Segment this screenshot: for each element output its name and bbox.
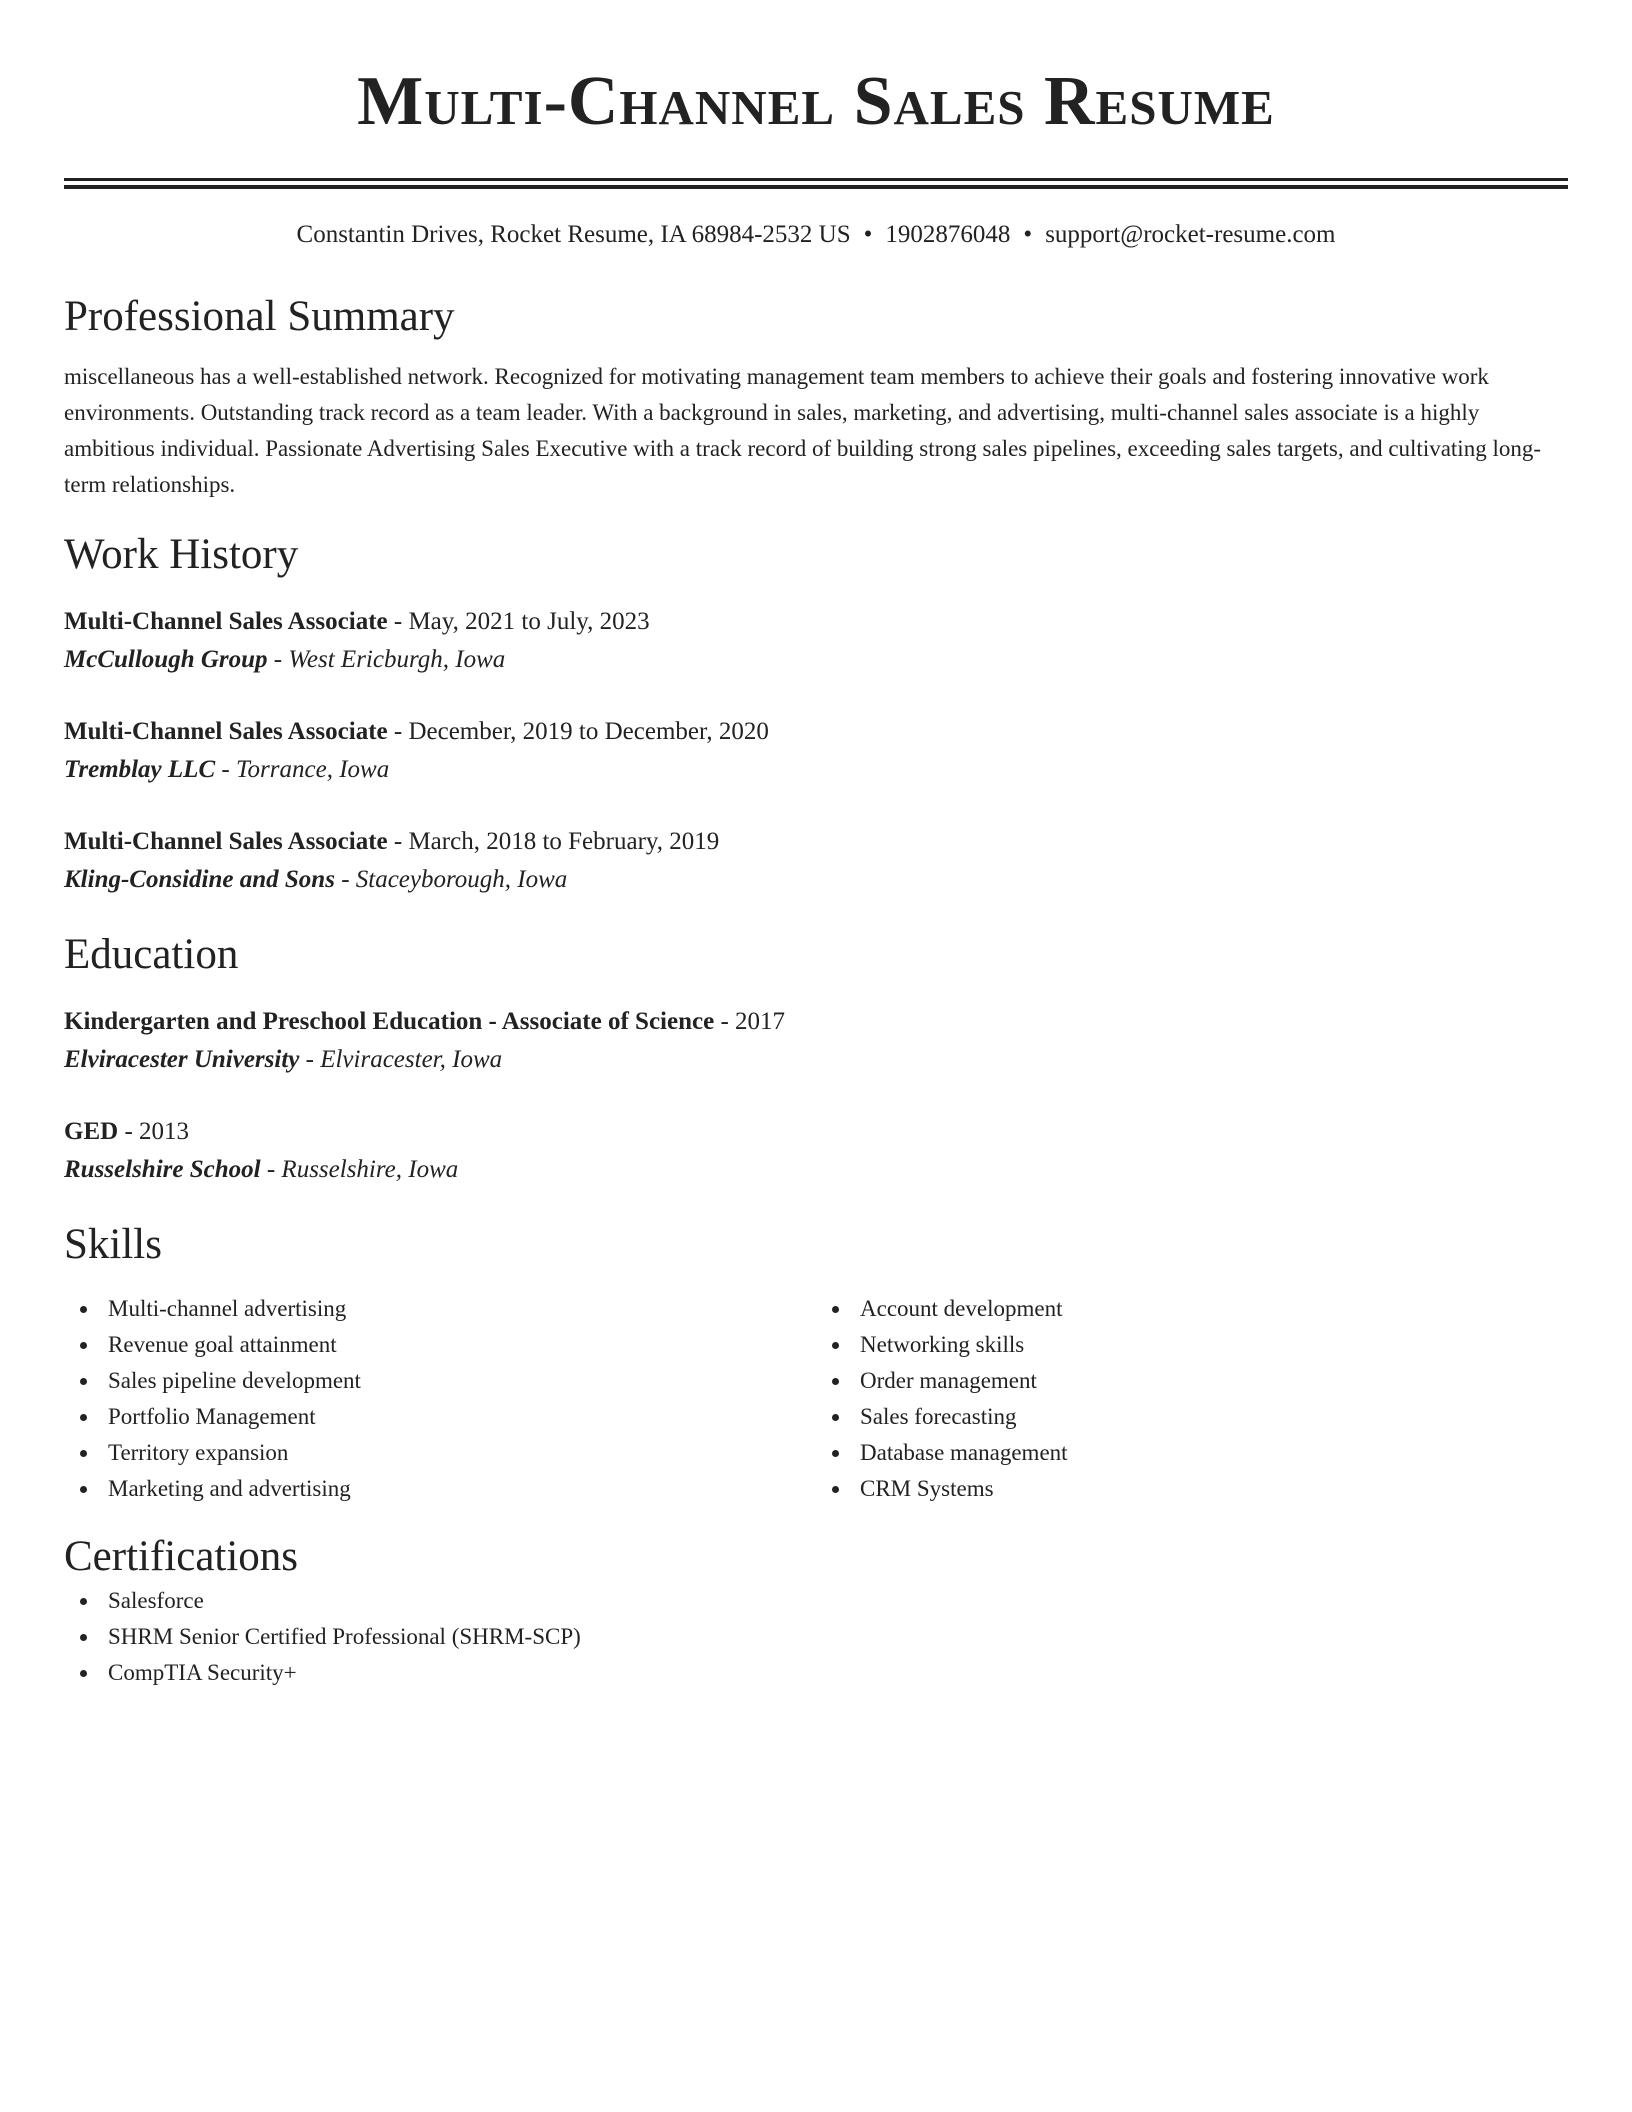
skill-item: Networking skills	[816, 1327, 1568, 1363]
skill-item: Sales forecasting	[816, 1399, 1568, 1435]
education-year: 2013	[139, 1118, 190, 1145]
contact-address: Constantin Drives, Rocket Resume, IA 68984-2532 US	[296, 221, 851, 248]
job-role: Multi-Channel Sales Associate	[64, 828, 388, 855]
summary-heading: Professional Summary	[64, 293, 455, 340]
work-entry	[64, 823, 1568, 899]
skill-item: Database management	[816, 1435, 1568, 1471]
skill-item: Multi-channel advertising	[64, 1291, 816, 1327]
skills-heading: Skills	[64, 1221, 162, 1268]
job-location: Staceyborough, Iowa	[355, 866, 568, 893]
certifications-heading: Certifications	[64, 1533, 299, 1580]
skill-item: Portfolio Management	[64, 1399, 816, 1435]
job-dates: March, 2018 to February, 2019	[408, 828, 720, 855]
skills-list-right	[816, 1291, 1568, 1507]
contact-email: support@rocket-resume.com	[1045, 221, 1336, 248]
job-company: Tremblay LLC	[64, 756, 216, 783]
job-role: Multi-Channel Sales Associate	[64, 718, 388, 745]
skills-list-left	[64, 1291, 816, 1507]
education-degree: Kindergarten and Preschool Education - Associate of Science	[64, 1008, 715, 1035]
certification-item: CompTIA Security+	[64, 1655, 1568, 1691]
job-location: West Ericburgh, Iowa	[288, 646, 506, 673]
job-dates: December, 2019 to December, 2020	[408, 718, 769, 745]
education-school: Russelshire School	[64, 1156, 261, 1183]
work-entry	[64, 603, 1568, 679]
education-location: Elviracester, Iowa	[320, 1046, 503, 1073]
skill-item: Sales pipeline development	[64, 1363, 816, 1399]
dash: -	[334, 866, 356, 893]
dash: -	[267, 646, 289, 673]
skill-item: CRM Systems	[816, 1471, 1568, 1507]
dash: -	[260, 1156, 282, 1183]
education-year: 2017	[735, 1008, 786, 1035]
education-entry	[64, 1113, 1568, 1189]
skills-column-right	[816, 1291, 1568, 1507]
dash: -	[118, 1118, 140, 1145]
skill-item: Account development	[816, 1291, 1568, 1327]
job-dates: May, 2021 to July, 2023	[408, 608, 650, 635]
dash: -	[215, 756, 236, 783]
dash: -	[714, 1008, 736, 1035]
skills-grid	[64, 1291, 1568, 1507]
resume-title: Multi-Channel Sales Resume	[357, 63, 1275, 140]
education-school: Elviracester University	[64, 1046, 300, 1073]
contact-line	[64, 219, 1568, 251]
work-entry	[64, 713, 1568, 789]
job-role: Multi-Channel Sales Associate	[64, 608, 388, 635]
dash: -	[387, 608, 409, 635]
skill-item: Revenue goal attainment	[64, 1327, 816, 1363]
certification-item: SHRM Senior Certified Professional (SHRM-SCP)	[64, 1619, 1568, 1655]
summary-text: miscellaneous has a well-established network. Recognized for motivating management team members to achieve their goals and fostering innovative work environments. Outstanding track record as a team leader. With a background in sales, marketing, and advertising, multi-channel sales associate is a highly ambitious individual. Passionate Advertising Sales Executive with a track record of building strong sales pipelines, exceeding sales targets, and cultivating long-term relationships.	[64, 364, 1541, 497]
skill-item: Marketing and advertising	[64, 1471, 816, 1507]
contact-separator: •	[1023, 221, 1033, 248]
contact-separator: •	[863, 221, 873, 248]
education-heading: Education	[64, 931, 239, 978]
education-location: Russelshire, Iowa	[281, 1156, 459, 1183]
work-history-heading: Work History	[64, 531, 299, 578]
education-degree: GED	[64, 1118, 119, 1145]
contact-phone: 1902876048	[885, 221, 1011, 248]
skill-item: Territory expansion	[64, 1435, 816, 1471]
skill-item: Order management	[816, 1363, 1568, 1399]
certifications-list	[64, 1583, 1568, 1691]
job-company: Kling-Considine and Sons	[64, 866, 335, 893]
skills-column-left	[64, 1291, 816, 1507]
dash: -	[299, 1046, 321, 1073]
education-entry	[64, 1003, 1568, 1079]
certification-item: Salesforce	[64, 1583, 1568, 1619]
title-divider	[64, 178, 1568, 189]
dash: -	[387, 828, 409, 855]
dash: -	[387, 718, 409, 745]
job-location: Torrance, Iowa	[235, 756, 390, 783]
job-company: McCullough Group	[64, 646, 268, 673]
